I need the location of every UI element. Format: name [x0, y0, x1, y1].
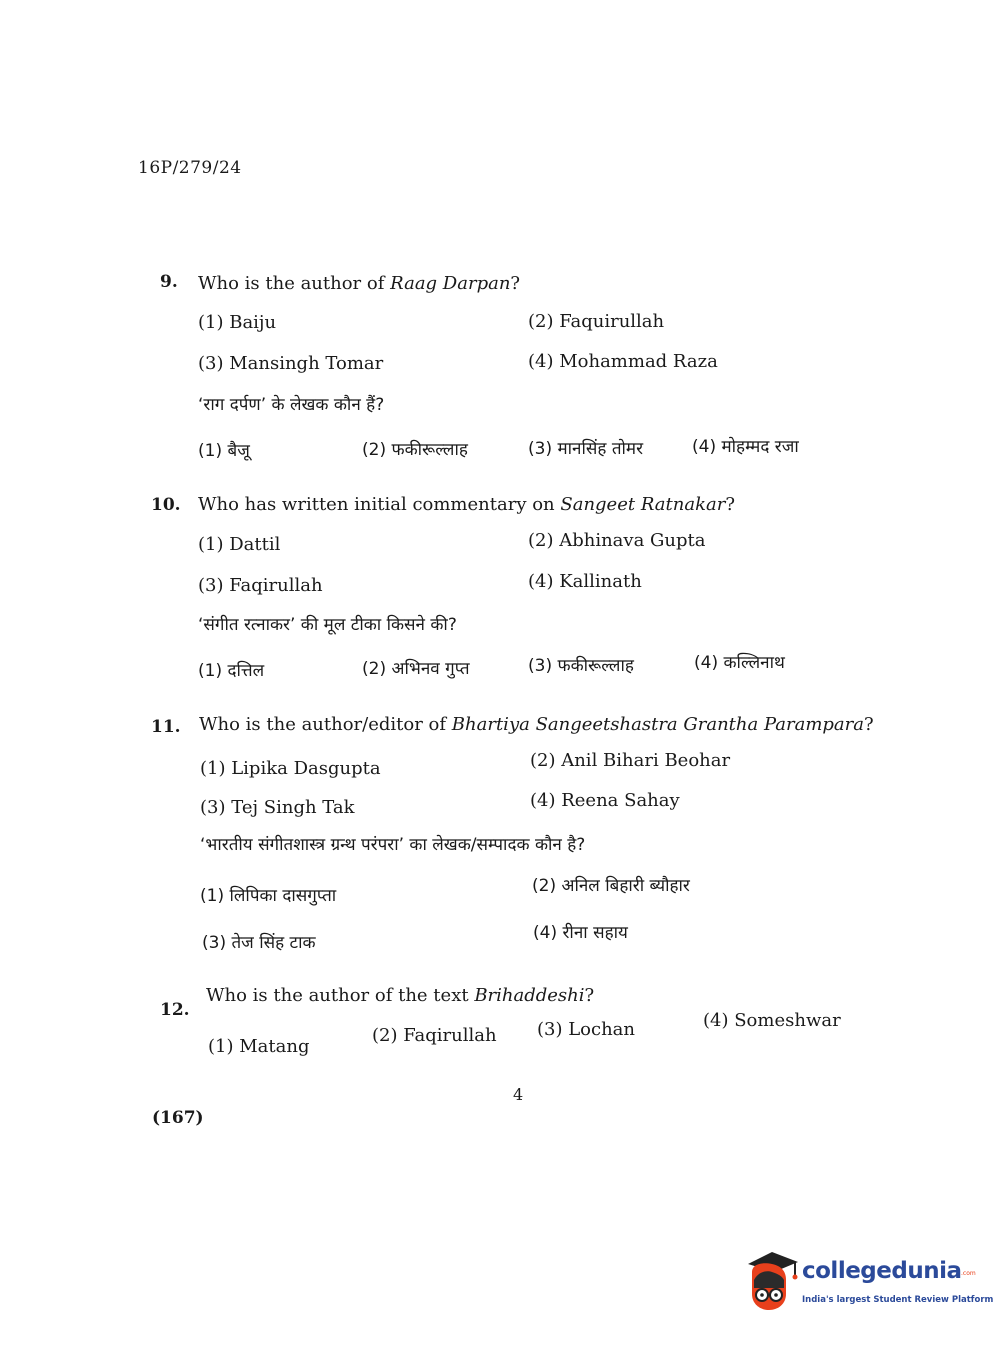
- question-10-text: [198, 494, 735, 515]
- question-12: [160, 1000, 190, 1020]
- option-1: (1) Dattil: [198, 534, 281, 555]
- question-12-text: [206, 985, 594, 1006]
- question-11: [151, 717, 181, 737]
- question-text: Who has written initial commentary on: [198, 494, 555, 515]
- question-title: Bhartiya Sangeetshastra Grantha Parampara: [451, 714, 864, 735]
- question-text: Who is the author of the text: [206, 985, 469, 1006]
- question-mark: ?: [725, 494, 735, 515]
- hindi-option-2: (2) अनिल बिहारी ब्यौहार: [532, 876, 690, 896]
- option-2: (2) Abhinava Gupta: [528, 530, 706, 551]
- option-4: (4) Someshwar: [703, 1010, 841, 1031]
- option-3: (3) Faqirullah: [198, 575, 323, 596]
- hindi-option-3: (3) फकीरूल्लाह: [528, 656, 634, 676]
- question-number: 12.: [160, 1000, 190, 1020]
- option-4: (4) Mohammad Raza: [528, 351, 718, 372]
- option-4: (4) Reena Sahay: [530, 790, 680, 811]
- question-10: [151, 495, 181, 515]
- watermark-suffix: .com: [961, 1270, 976, 1277]
- question-number: 9.: [160, 272, 178, 292]
- question-title: Sangeet Ratnakar: [560, 494, 726, 515]
- option-2: (2) Faquirullah: [528, 311, 665, 332]
- hindi-option-4: (4) कल्लिनाथ: [694, 653, 785, 673]
- option-3: (3) Tej Singh Tak: [200, 797, 355, 818]
- hindi-option-3: (3) तेज सिंह टाक: [202, 933, 316, 953]
- hindi-option-1: (1) लिपिका दासगुप्ता: [200, 886, 337, 906]
- question-text: Who is the author/editor of: [199, 714, 447, 735]
- hindi-option-1: (1) दत्तिल: [198, 661, 265, 681]
- option-4: (4) Kallinath: [528, 571, 642, 592]
- option-1: (1) Baiju: [198, 312, 277, 333]
- hindi-option-1: (1) बैजू: [198, 441, 250, 461]
- option-3: (3) Mansingh Tomar: [198, 353, 384, 374]
- option-3: (3) Lochan: [537, 1019, 636, 1040]
- question-text: Who is the author of: [198, 273, 385, 294]
- question-9: [160, 272, 178, 292]
- paper-code: 16P/279/24: [138, 158, 242, 178]
- hindi-option-3: (3) मानसिंह तोमर: [528, 439, 644, 459]
- question-mark: ?: [584, 985, 595, 1006]
- question-number: 10.: [151, 495, 181, 515]
- hindi-option-2: (2) फकीरूल्लाह: [362, 440, 468, 460]
- question-title: Brihaddeshi: [474, 985, 585, 1006]
- option-2: (2) Anil Bihari Beohar: [530, 750, 731, 771]
- question-number: 11.: [151, 717, 181, 737]
- student-mascot-icon: [742, 1250, 800, 1314]
- question-mark: ?: [510, 273, 521, 294]
- hindi-option-4: (4) मोहम्मद रजा: [692, 437, 799, 457]
- footer-code: (167): [152, 1108, 204, 1128]
- hindi-option-4: (4) रीना सहाय: [533, 923, 628, 943]
- hindi-question: ‘राग दर्पण’ के लेखक कौन हैं?: [198, 395, 385, 415]
- question-11-text: [199, 714, 874, 735]
- collegedunia-watermark: [742, 1250, 994, 1314]
- question-mark: ?: [864, 714, 874, 735]
- option-1: (1) Lipika Dasgupta: [200, 758, 381, 779]
- question-title: Raag Darpan: [390, 273, 511, 294]
- option-1: (1) Matang: [208, 1036, 310, 1057]
- watermark-brand: collegedunia: [802, 1258, 962, 1284]
- page-number: 4: [513, 1085, 524, 1104]
- question-9-text: [198, 273, 520, 294]
- hindi-option-2: (2) अभिनव गुप्त: [362, 659, 470, 679]
- option-2: (2) Faqirullah: [372, 1025, 497, 1046]
- hindi-question: ‘संगीत रत्नाकर’ की मूल टीका किसने की?: [198, 615, 457, 635]
- watermark-tagline: India's largest Student Review Platform: [802, 1295, 994, 1305]
- hindi-question: ‘भारतीय संगीतशास्त्र ग्रन्थ परंपरा’ का लेखक/सम्पादक कौन है?: [200, 835, 586, 855]
